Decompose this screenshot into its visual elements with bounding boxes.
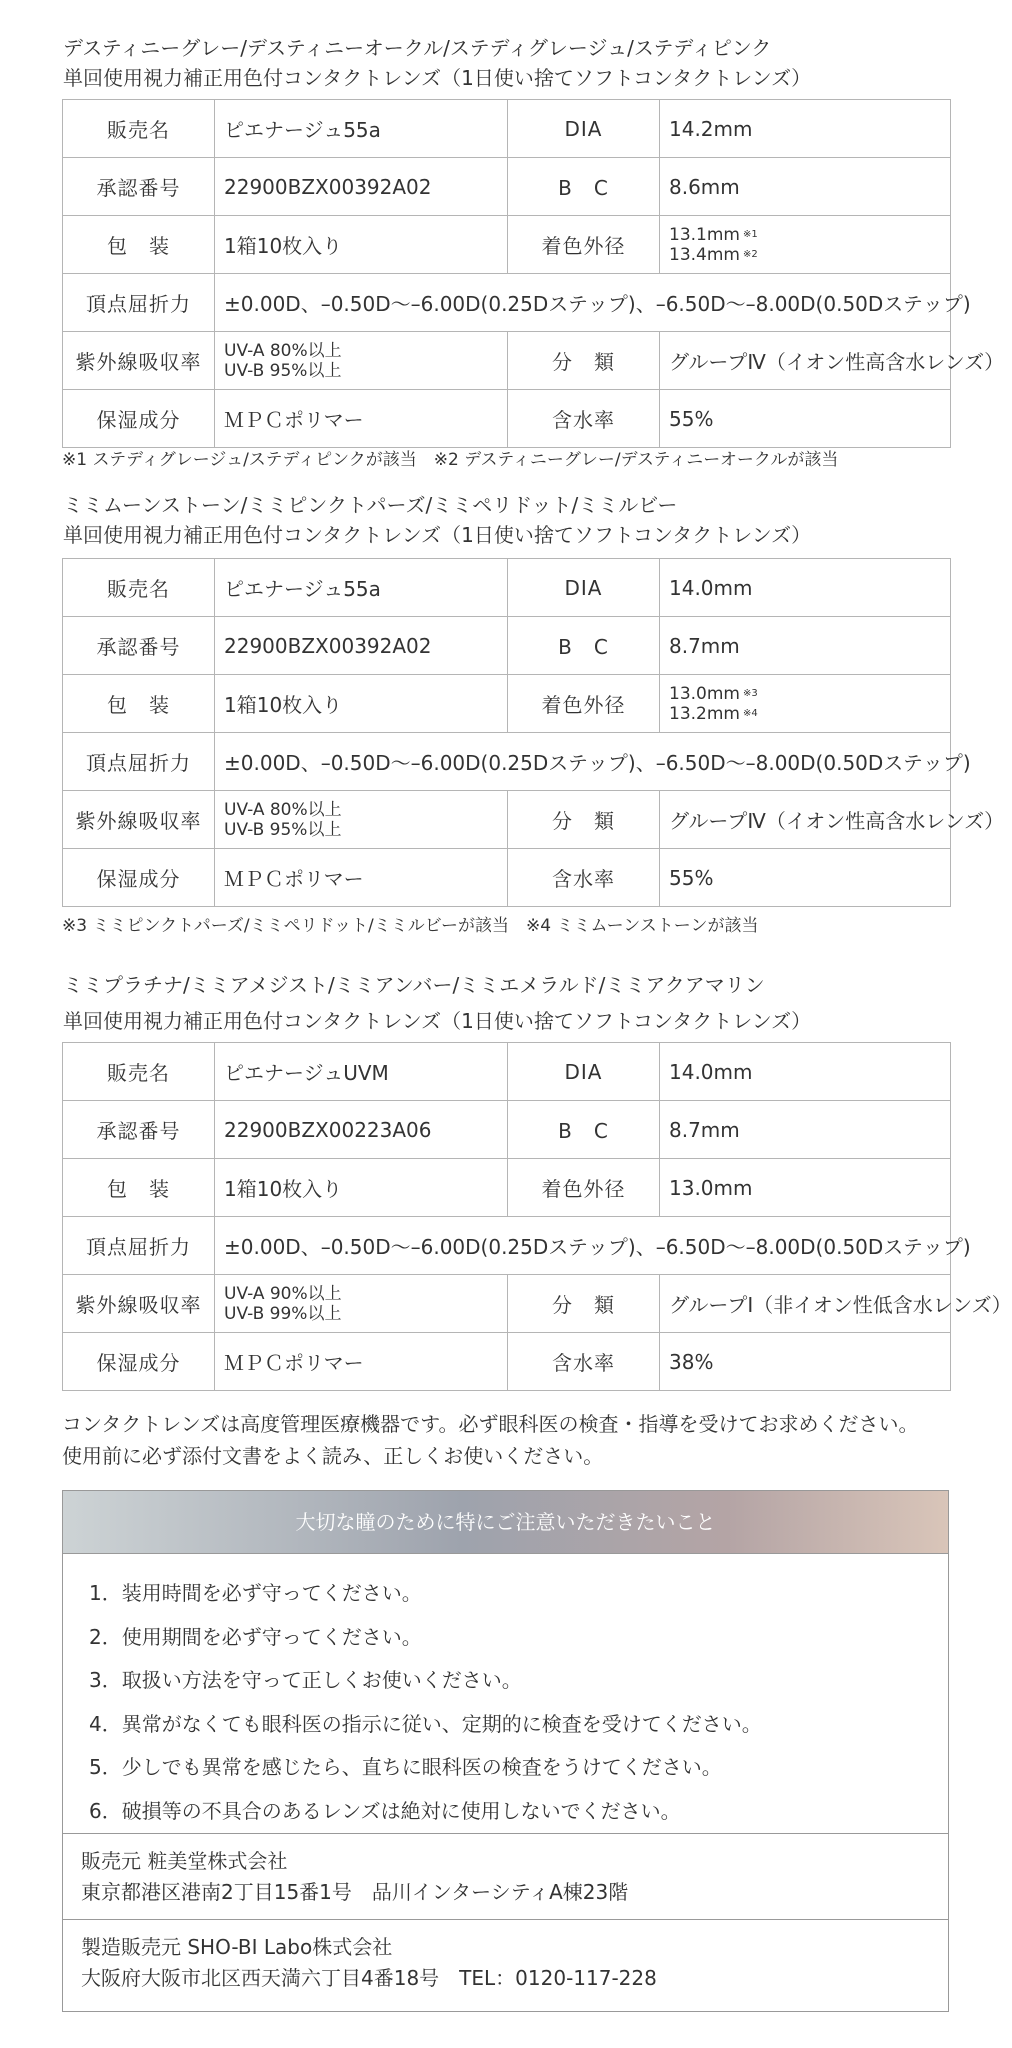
table-row	[63, 1275, 951, 1333]
label-bc: B C	[508, 617, 660, 675]
label-color-diameter: 着色外径	[508, 216, 660, 274]
list-item: 6．破損等の不具合のあるレンズは絶対に使用しないでください。	[89, 1798, 681, 1823]
list-item: 5．少しでも異常を感じたら、直ちに眼科医の検査をうけてください。	[89, 1755, 722, 1780]
value-power: ±0.00D、–0.50D〜–6.00D(0.25Dステップ)、–6.50D〜–8.00D(0.50Dステップ)	[215, 274, 951, 332]
label-color-diameter: 着色外径	[508, 675, 660, 733]
section-2-footnote: ※3 ミミピンクトパーズ/ミミペリドット/ミミルビーが該当 ※4 ミミムーンストーンが該当	[62, 916, 759, 936]
value-power: ±0.00D、–0.50D〜–6.00D(0.25Dステップ)、–6.50D〜–8.00D(0.50Dステップ)	[215, 733, 951, 791]
spec-table-1	[62, 99, 1005, 448]
table-row	[63, 1101, 951, 1159]
value-moist: ＭＰＣポリマー	[215, 390, 508, 448]
label-power: 頂点屈折力	[63, 1217, 215, 1275]
value-uv	[215, 791, 508, 849]
section-1-title: デスティニーグレー/デスティニーオークル/ステディグレージュ/ステディピンク	[63, 36, 772, 60]
manufacturer-address: 大阪府大阪市北区西天満六丁目4番18号 TEL：0120-117-228	[81, 1966, 657, 1990]
value-approval: 22900BZX00392A02	[215, 158, 508, 216]
value-dia: 14.2mm	[660, 100, 951, 158]
section-3-subtitle: 単回使用視力補正用色付コンタクトレンズ（1日使い捨てソフトコンタクトレンズ）	[63, 1009, 812, 1033]
distributor-address: 東京都港区港南2丁目15番1号 品川インターシティA棟23階	[81, 1880, 629, 1904]
value-package: 1箱10枚入り	[215, 216, 508, 274]
section-2-subtitle: 単回使用視力補正用色付コンタクトレンズ（1日使い捨てソフトコンタクトレンズ）	[63, 523, 812, 547]
label-sales-name: 販売名	[63, 1043, 215, 1101]
spec-table-2	[62, 558, 1005, 907]
table-row	[63, 559, 951, 617]
table-row	[63, 274, 951, 332]
value-category: グループⅣ（イオン性高含水レンズ）	[660, 332, 951, 390]
color-diameter-2: 13.2mm	[669, 703, 740, 724]
table-row	[63, 1333, 951, 1391]
label-category: 分 類	[508, 1275, 660, 1333]
uv-b-value: UV-B 95%以上	[224, 360, 342, 381]
uv-b-value: UV-B 99%以上	[224, 1303, 342, 1324]
value-sales-name: ピエナージュ55a	[215, 559, 508, 617]
value-water: 55%	[660, 849, 951, 907]
distributor-name: 販売元 粧美堂株式会社	[81, 1849, 288, 1873]
value-category: グループⅠ（非イオン性低含水レンズ）	[660, 1275, 951, 1333]
value-color-diameter: 13.0mm	[660, 1159, 951, 1217]
table-row	[63, 216, 951, 274]
list-item: 2．使用期間を必ず守ってください。	[89, 1624, 422, 1649]
table-row	[63, 849, 951, 907]
table-row	[63, 158, 951, 216]
value-package: 1箱10枚入り	[215, 1159, 508, 1217]
label-package: 包 装	[63, 216, 215, 274]
label-dia: DIA	[508, 1043, 660, 1101]
table-row	[63, 1159, 951, 1217]
label-package: 包 装	[63, 675, 215, 733]
color-diameter-1: 13.0mm	[669, 683, 740, 704]
label-sales-name: 販売名	[63, 100, 215, 158]
footnote-mark-1: ※1	[742, 228, 758, 240]
value-color-diameter	[660, 216, 951, 274]
value-bc: 8.6mm	[660, 158, 951, 216]
label-bc: B C	[508, 158, 660, 216]
table-row	[63, 332, 951, 390]
color-diameter-1: 13.1mm	[669, 224, 740, 245]
table-row	[63, 1043, 951, 1101]
caution-title: 大切な瞳のために特にご注意いただきたいこと	[63, 1491, 948, 1554]
warning-line-1: コンタクトレンズは高度管理医療機器です。必ず眼科医の検査・指導を受けてお求めください。	[62, 1412, 919, 1436]
value-uv	[215, 1275, 508, 1333]
label-approval: 承認番号	[63, 158, 215, 216]
value-package: 1箱10枚入り	[215, 675, 508, 733]
label-dia: DIA	[508, 100, 660, 158]
label-color-diameter: 着色外径	[508, 1159, 660, 1217]
medical-device-warning	[62, 1408, 919, 1472]
label-category: 分 類	[508, 791, 660, 849]
table-row	[63, 100, 951, 158]
uv-a-value: UV-A 80%以上	[224, 799, 342, 820]
distributor-info	[63, 1833, 948, 1919]
value-uv	[215, 332, 508, 390]
uv-b-value: UV-B 95%以上	[224, 819, 342, 840]
value-power: ±0.00D、–0.50D〜–6.00D(0.25Dステップ)、–6.50D〜–8.00D(0.50Dステップ)	[215, 1217, 951, 1275]
label-bc: B C	[508, 1101, 660, 1159]
value-water: 38%	[660, 1333, 951, 1391]
label-sales-name: 販売名	[63, 559, 215, 617]
value-color-diameter	[660, 675, 951, 733]
label-water: 含水率	[508, 849, 660, 907]
label-moist: 保湿成分	[63, 849, 215, 907]
value-approval: 22900BZX00392A02	[215, 617, 508, 675]
value-dia: 14.0mm	[660, 559, 951, 617]
section-1-footnote: ※1 ステディグレージュ/ステディピンクが該当 ※2 デスティニーグレー/デスティニーオークルが該当	[62, 450, 839, 470]
section-2-title: ミミムーンストーン/ミミピンクトパーズ/ミミペリドット/ミミルビー	[63, 493, 678, 517]
table-row	[63, 390, 951, 448]
value-category: グループⅣ（イオン性高含水レンズ）	[660, 791, 951, 849]
table-row	[63, 617, 951, 675]
value-sales-name: ピエナージュUVM	[215, 1043, 508, 1101]
list-item: 1．装用時間を必ず守ってください。	[89, 1581, 422, 1605]
label-water: 含水率	[508, 390, 660, 448]
color-diameter-2: 13.4mm	[669, 244, 740, 265]
table-row	[63, 675, 951, 733]
footnote-mark-2: ※2	[742, 248, 758, 260]
value-sales-name: ピエナージュ55a	[215, 100, 508, 158]
table-row	[63, 733, 951, 791]
caution-box	[62, 1490, 949, 2012]
list-item: 3．取扱い方法を守って正しくお使いください。	[89, 1668, 522, 1693]
value-bc: 8.7mm	[660, 617, 951, 675]
label-dia: DIA	[508, 559, 660, 617]
label-uv: 紫外線吸収率	[63, 1275, 215, 1333]
label-approval: 承認番号	[63, 1101, 215, 1159]
section-3-title: ミミプラチナ/ミミアメジスト/ミミアンバー/ミミエメラルド/ミミアクアマリン	[63, 973, 765, 997]
section-1-subtitle: 単回使用視力補正用色付コンタクトレンズ（1日使い捨てソフトコンタクトレンズ）	[63, 66, 812, 90]
value-dia: 14.0mm	[660, 1043, 951, 1101]
label-category: 分 類	[508, 332, 660, 390]
table-row	[63, 1217, 951, 1275]
uv-a-value: UV-A 80%以上	[224, 340, 342, 361]
value-moist: ＭＰＣポリマー	[215, 849, 508, 907]
value-bc: 8.7mm	[660, 1101, 951, 1159]
label-moist: 保湿成分	[63, 390, 215, 448]
label-power: 頂点屈折力	[63, 733, 215, 791]
caution-list	[63, 1554, 948, 1823]
label-moist: 保湿成分	[63, 1333, 215, 1391]
list-item: 4．異常がなくても眼科医の指示に従い、定期的に検査を受けてください。	[89, 1711, 762, 1736]
value-moist: ＭＰＣポリマー	[215, 1333, 508, 1391]
label-power: 頂点屈折力	[63, 274, 215, 332]
table-row	[63, 791, 951, 849]
spec-table-3	[62, 1042, 1012, 1391]
label-water: 含水率	[508, 1333, 660, 1391]
value-approval: 22900BZX00223A06	[215, 1101, 508, 1159]
label-uv: 紫外線吸収率	[63, 791, 215, 849]
value-water: 55%	[660, 390, 951, 448]
label-package: 包 装	[63, 1159, 215, 1217]
manufacturer-name: 製造販売元 SHO-BI Labo株式会社	[81, 1935, 393, 1959]
uv-a-value: UV-A 90%以上	[224, 1283, 342, 1304]
manufacturer-info	[63, 1919, 948, 2029]
label-uv: 紫外線吸収率	[63, 332, 215, 390]
footnote-mark-4: ※4	[742, 707, 758, 719]
label-approval: 承認番号	[63, 617, 215, 675]
footnote-mark-3: ※3	[742, 687, 758, 699]
warning-line-2: 使用前に必ず添付文書をよく読み、正しくお使いください。	[62, 1444, 604, 1468]
